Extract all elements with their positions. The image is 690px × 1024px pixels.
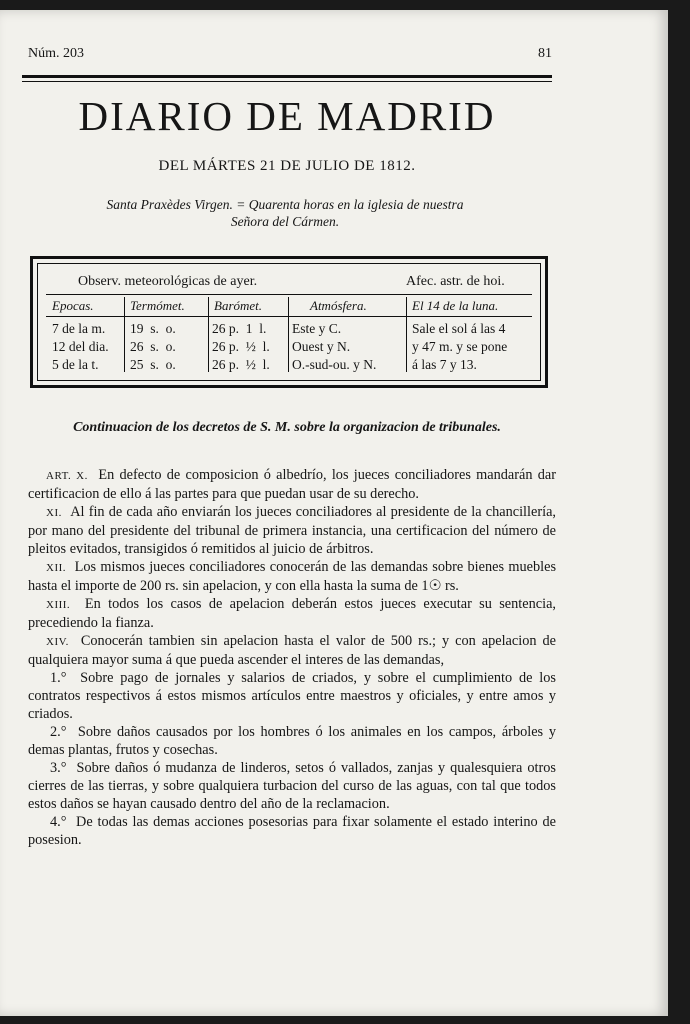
article-paragraph — [28, 558, 556, 595]
row-epoca: 7 de la m. — [52, 321, 106, 336]
article-number: 1.° — [50, 670, 67, 686]
article-paragraph — [28, 669, 556, 723]
article-text: Conocerán tambien sin apelacion hasta el valor de 500 rs.; y con apelacion de qualquiera mayor suma á que pueda ascender el interes de las demandas, — [28, 633, 556, 668]
article-text: En defecto de composicion ó albedrío, los jueces conciliadores mandarán dar certificacion de ello á las partes para que puedan usar de su derecho. — [28, 467, 556, 502]
header-rule-thick — [22, 75, 552, 78]
page-header — [28, 46, 552, 62]
row-termometro: 19 s. o. — [130, 321, 176, 336]
saints-line-2: Señora del Cármen. — [230, 214, 340, 229]
table-divider-2 — [46, 316, 532, 317]
article-text: Sobre pago de jornales y salarios de criados, y sobre el cumplimiento de los contratos respectivos á estos mismos artículos entre maestros y oficiales, y entre amos y criados. — [28, 670, 556, 722]
row-atmosfera: Ouest y N. — [292, 339, 351, 354]
col-luna: El 14 de la luna. — [412, 298, 499, 313]
col-separator — [406, 297, 407, 372]
row-barometro: 26 p. ½ l. — [212, 339, 270, 354]
row-atmosfera: Este y C. — [292, 321, 342, 336]
row-termometro: 26 s. o. — [130, 339, 176, 354]
article-number: ART. X. — [46, 470, 88, 482]
col-separator — [124, 297, 125, 372]
article-text: Los mismos jueces conciliadores conocerán de las demandas sobre bienes muebles hasta el importe de 200 rs. sin apelacion, y con ella hasta la suma de 1☉ rs. — [28, 559, 557, 594]
row-termometro: 25 s. o. — [130, 357, 176, 372]
col-barometro: Barómet. — [214, 298, 263, 313]
weather-heading: Observ. meteorológicas de ayer. — [78, 274, 258, 289]
weather-table — [30, 256, 548, 388]
article-number: XI. — [46, 507, 62, 519]
row-luna: y 47 m. y se pone — [412, 339, 508, 354]
col-termometro: Termómet. — [130, 298, 185, 313]
table-divider — [46, 294, 532, 295]
newspaper-page — [0, 10, 668, 1016]
masthead-title: DIARIO DE MADRID — [78, 93, 496, 139]
section-subtitle: Continuacion de los decretos de S. M. sobre la organizacion de tribunales. — [73, 420, 501, 435]
article-body — [28, 466, 556, 849]
article-paragraph — [28, 466, 556, 503]
row-epoca: 5 de la t. — [52, 357, 99, 372]
row-barometro: 26 p. 1 l. — [212, 321, 267, 336]
dateline: DEL MÁRTES 21 DE JULIO DE 1812. — [158, 158, 416, 174]
article-number: 4.° — [50, 814, 67, 830]
article-text: Sobre daños ó mudanza de linderos, setos ó vallados, zanjas y qualesquiera otros cierres de las tierras, y sobre qualquiera turbacion del curso de las aguas, con tal que todos estos daños se hayan causado dentro del año de la reclamacion. — [28, 760, 556, 812]
article-paragraph — [28, 723, 556, 759]
saints-line-1: Santa Praxèdes Virgen. = Quarenta horas en la iglesia de nuestra — [106, 197, 464, 212]
col-separator — [208, 297, 209, 372]
col-atmosfera: Atmósfera. — [310, 298, 367, 313]
row-atmosfera: O.-sud-ou. y N. — [292, 357, 377, 372]
article-text: Sobre daños causados por los hombres ó los animales en los campos, árboles y demas plantas, frutos y cosechas. — [28, 724, 556, 758]
article-number: 3.° — [50, 760, 67, 776]
astro-heading: Afec. astr. de hoi. — [406, 274, 505, 289]
article-paragraph — [28, 503, 556, 558]
row-luna: Sale el sol á las 4 — [412, 321, 506, 336]
row-epoca: 12 del dia. — [52, 339, 109, 354]
article-number: XIII. — [46, 599, 71, 611]
col-epocas: Epocas. — [52, 298, 94, 313]
article-number: 2.° — [50, 724, 67, 740]
article-paragraph — [28, 595, 556, 632]
article-number: XIV. — [46, 636, 69, 648]
row-luna: á las 7 y 13. — [412, 357, 477, 372]
saints-of-day — [40, 196, 530, 230]
article-paragraph — [28, 813, 556, 849]
article-paragraph — [28, 632, 556, 669]
page-number: 81 — [538, 46, 552, 61]
article-paragraph — [28, 759, 556, 813]
article-text: Al fin de cada año enviarán los jueces conciliadores al presidente de la chancillería, por mano del presidente del tribunal de primera instancia, una certificacion del número de pleitos evitados, transigidos ó remitidos al juicio de árbitros. — [28, 504, 556, 557]
weather-table-inner — [37, 263, 541, 381]
article-text: En todos los casos de apelacion deberán estos jueces executar su sentencia, precediendo la fianza. — [28, 596, 557, 631]
article-number: XII. — [46, 562, 67, 574]
header-rule-thin — [22, 81, 552, 82]
col-separator — [288, 297, 289, 372]
issue-number: Núm. 203 — [28, 46, 84, 61]
row-barometro: 26 p. ½ l. — [212, 357, 270, 372]
article-text: De todas las demas acciones posesorias para fixar solamente el estado interino de posesion. — [28, 814, 556, 848]
